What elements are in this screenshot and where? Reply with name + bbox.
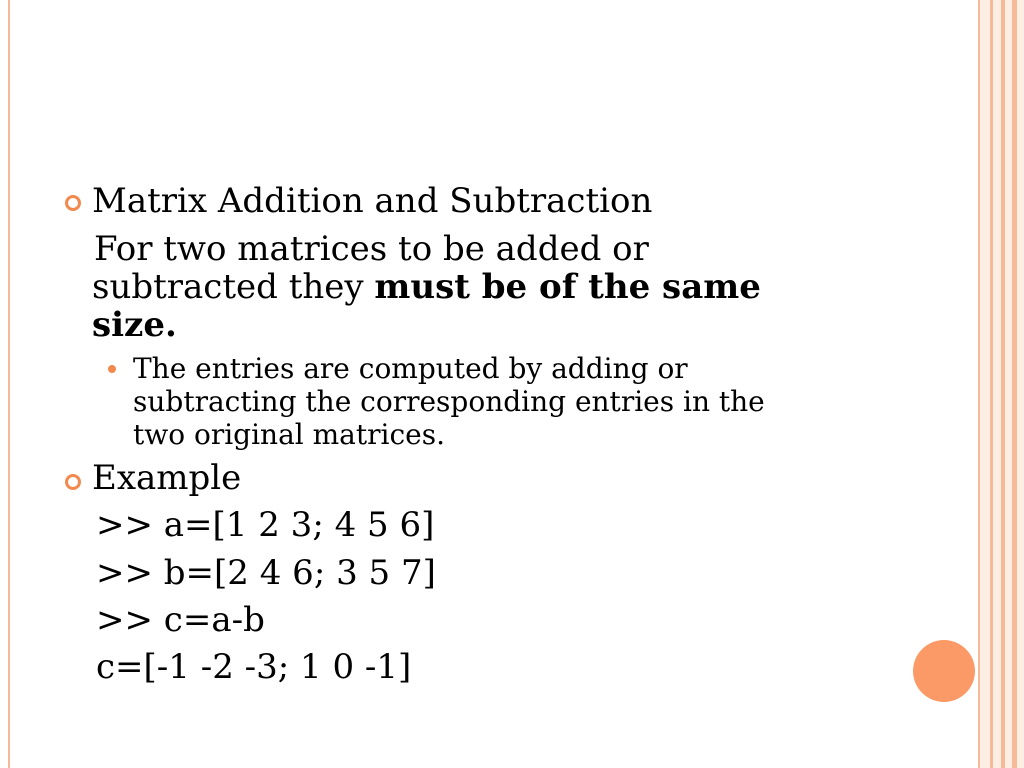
right-stripe-2 [990,0,993,768]
right-stripe-3 [1001,0,1005,768]
bullet-ring-icon [65,195,81,211]
body-line-2-plain: subtracted they [92,267,375,307]
sub-bullet-line-3: two original matrices. [133,418,445,451]
heading-matrix-addition: Matrix Addition and Subtraction [92,181,653,221]
body-line-3-bold: size. [92,305,177,345]
code-line-1: >> a=[1 2 3; 4 5 6] [96,505,435,545]
right-stripe-1 [978,0,980,768]
bullet-ring-icon [65,474,81,490]
sub-bullet-line-1: The entries are computed by adding or [133,352,688,385]
sub-bullet-dot-icon [108,365,116,373]
code-line-3: >> c=a-b [96,600,265,640]
sub-bullet-line-2: subtracting the corresponding entries in the [133,385,765,418]
code-line-2: >> b=[2 4 6; 3 5 7] [96,553,436,593]
body-line-1: For two matrices to be added or [94,229,649,269]
body-line-2-bold: must be of the same [374,267,761,307]
right-stripe-4 [1012,0,1017,768]
body-line-2 [92,267,761,307]
code-line-4: c=[-1 -2 -3; 1 0 -1] [96,647,412,687]
heading-example: Example [92,458,242,498]
